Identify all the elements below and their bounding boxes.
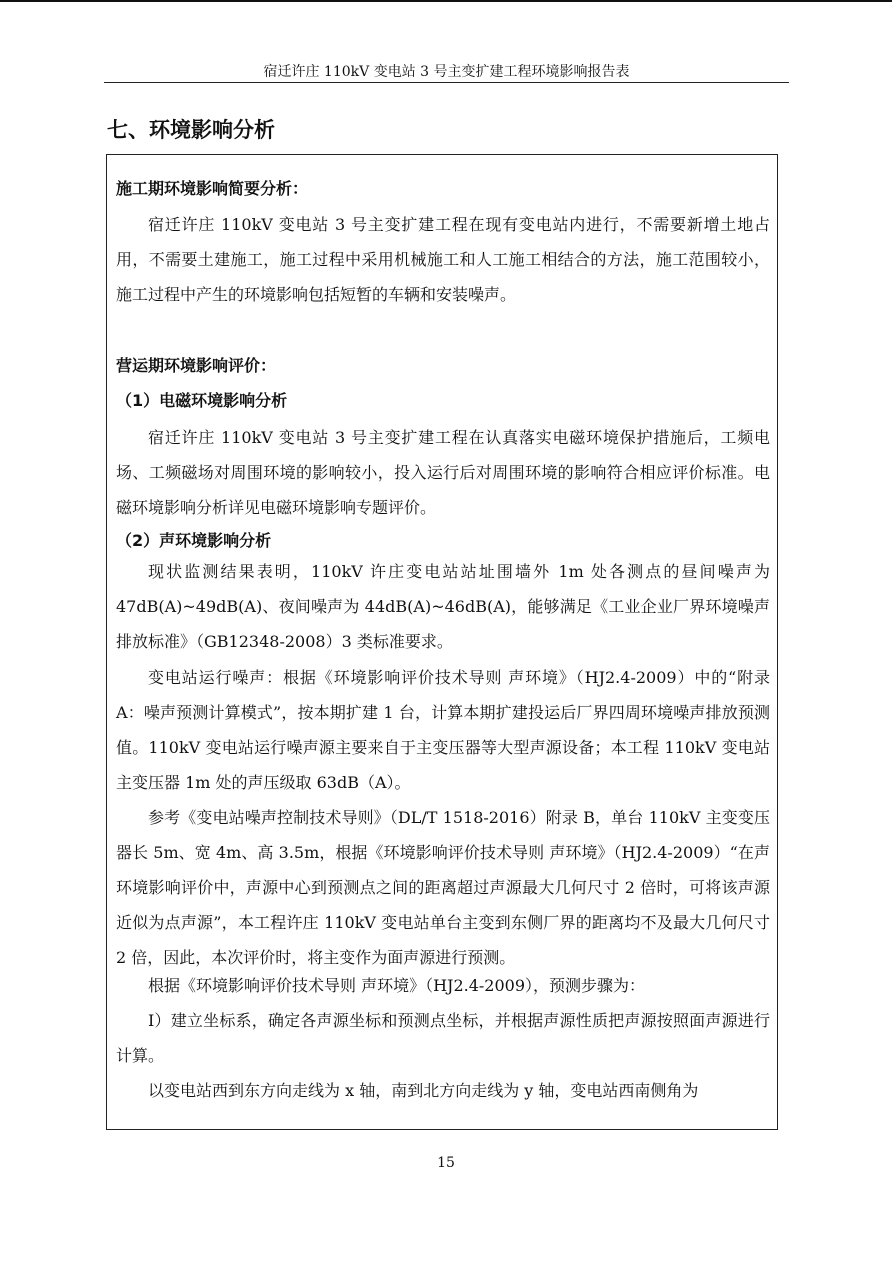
construction-paragraph: 宿迁许庄 110kV 变电站 3 号主变扩建工程在现有变电站内进行，不需要新增土地占用，不需要土建施工，施工过程中采用机械施工和人工施工相结合的方法，施工范围较小，施工过程中产生的环境影响包括短暂的车辆和安装噪声。: [116, 215, 770, 304]
construction-heading: 施工期环境影响简要分析：: [116, 179, 309, 198]
em-paragraph: 宿迁许庄 110kV 变电站 3 号主变扩建工程在认真落实电磁环境保护措施后，工频电场、工频磁场对周围环境的影响较小，投入运行后对周围环境的影响符合相应评价标准。电磁环境影响分析详见电磁环境影响专题评价。: [116, 428, 770, 517]
noise-paragraph-2: 变电站运行噪声：根据《环境影响评价技术导则 声环境》（HJ2.4-2009）中的“附录 A：噪声预测计算模式”，按本期扩建 1 台，计算本期扩建投运后厂界四周环境噪声排放预测值。110kV 变电站运行噪声源主要来自于主变压器等大型声源设备；本工程 110kV 变电站主变压器 1m 处的声压级取 63dB（A）。: [116, 668, 770, 792]
noise-paragraph-6: 以变电站西到东方向走线为 x 轴，南到北方向走线为 y 轴，变电站西南侧角为: [148, 1081, 699, 1100]
noise-paragraph-3: 参考《变电站噪声控制技术导则》（DL/T 1518-2016）附录 B，单台 110kV 主变变压器长 5m、宽 4m、高 3.5m，根据《环境影响评价技术导则 声环境》（HJ2.4-2009）“在声环境影响评价中，声源中心到预测点之间的距离超过声源最大几何尺寸 2 倍时，可将该声源近似为点声源”，本工程许庄 110kV 变电站单台主变到东侧厂界的距离均不及最大几何尺寸 2 倍，因此，本次评价时，将主变作为面声源进行预测。: [116, 808, 770, 967]
section-title: 七、环境影响分析: [107, 118, 275, 142]
top-border-line: [0, 0, 892, 2]
noise-paragraph-4: 根据《环境影响评价技术导则 声环境》（HJ2.4-2009），预测步骤为：: [148, 976, 646, 995]
operation-heading: 营运期环境影响评价：: [116, 356, 277, 375]
running-header: 宿迁许庄 110kV 变电站 3 号主变扩建工程环境影响报告表: [263, 64, 630, 80]
em-subheading: （1）电磁环境影响分析: [116, 391, 288, 410]
noise-paragraph-1: 现状监测结果表明，110kV 许庄变电站站址围墙外 1m 处各测点的昼间噪声为 47dB(A)~49dB(A)、夜间噪声为 44dB(A)~46dB(A)，能够满足《工业企业厂界环境噪声排放标准》（GB12348-2008）3 类标准要求。: [116, 562, 770, 651]
noise-paragraph-5: I）建立坐标系，确定各声源坐标和预测点坐标，并根据声源性质把声源按照面声源进行计算。: [116, 1011, 770, 1065]
page-number: 15: [437, 1155, 455, 1171]
header-rule: [104, 82, 789, 83]
noise-subheading: （2）声环境影响分析: [116, 531, 272, 550]
